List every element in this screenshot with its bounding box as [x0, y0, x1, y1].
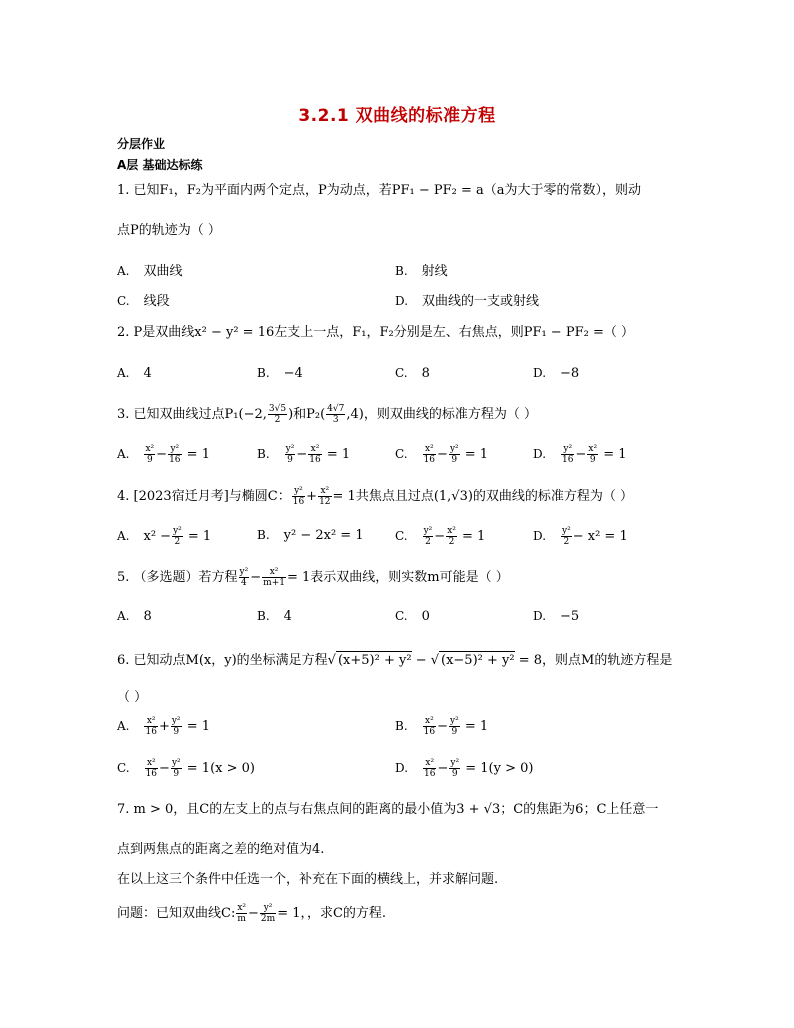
option-letter: D.: [533, 366, 547, 380]
option-text: 0: [421, 609, 430, 624]
fraction-denominator: 9: [173, 769, 180, 779]
fraction: [561, 526, 572, 547]
q3-text-pre: 3. 已知双曲线过点P₁(−2,: [117, 407, 267, 422]
fraction-denominator: 16: [169, 455, 181, 465]
fraction-denominator: 2: [174, 537, 181, 547]
equation-rhs: = 1(x > 0): [186, 761, 255, 776]
fraction-numerator: x²: [318, 486, 331, 497]
operator: +: [306, 489, 318, 504]
q6-option-b[interactable]: [395, 716, 488, 737]
option-text: − x² = 1: [572, 529, 628, 544]
option-text: −8: [560, 366, 580, 381]
fraction: [318, 486, 331, 507]
option-text: 8: [143, 609, 152, 624]
option-letter: D.: [395, 294, 409, 308]
q7-problem: [117, 903, 386, 924]
q4-stem: [117, 486, 633, 507]
fraction: [292, 486, 305, 507]
fraction-numerator: x²: [145, 444, 155, 454]
q5-option-d[interactable]: [533, 607, 579, 626]
fraction: [144, 716, 157, 737]
q5-stem: [117, 567, 509, 588]
q3-text-mid: )和P₂(: [288, 407, 326, 422]
equation-rhs: = 1: [464, 719, 489, 734]
fraction-numerator: y²: [171, 716, 181, 726]
q6-text-post: = 8，则点M的轨迹方程是: [518, 653, 673, 668]
fraction-denominator: 16: [292, 497, 305, 507]
equation-rhs: = 1: [464, 447, 489, 462]
q3-option-a[interactable]: A. $\frac{\text{x²}}{9}$ − $\frac{\text{y²}}{16}$ = 1: [117, 444, 210, 465]
fraction: [239, 567, 250, 588]
option-letter: C.: [395, 609, 408, 623]
fraction-denominator: 2m: [260, 914, 276, 924]
fraction-denominator: 9: [589, 455, 596, 465]
q4-text-pre: 4. [2023宿迁月考]与椭圆C：: [117, 489, 291, 504]
option-letter: C.: [395, 529, 408, 543]
q4-option-c[interactable]: [395, 526, 485, 547]
fraction-denominator: 2: [274, 415, 281, 425]
fraction-denominator: 9: [173, 727, 180, 737]
operator: −: [434, 529, 446, 544]
option-text: 8: [421, 366, 430, 381]
option-letter: B.: [257, 366, 270, 380]
fraction: [423, 526, 434, 547]
fraction-denominator: 2: [425, 537, 431, 547]
fraction: [308, 444, 321, 465]
q2-stem: 2. P是双曲线x² − y² = 16左支上一点，F₁，F₂分别是左、右焦点，则PF₁ − PF₂ =（ ）: [117, 325, 634, 340]
equation-rhs: = 1(y > 0): [465, 761, 534, 776]
fraction-numerator: x²: [237, 903, 247, 913]
section-heading: 分层作业: [117, 137, 166, 151]
equation-rhs: = 1: [186, 719, 210, 734]
fraction-denominator: m+1: [263, 578, 285, 588]
q2-option-d[interactable]: [533, 364, 579, 383]
fraction: [262, 567, 286, 588]
option-letter: D.: [533, 447, 547, 461]
operator: −: [248, 906, 259, 921]
fraction-numerator: y²: [292, 486, 305, 497]
fraction-denominator: 2: [448, 537, 455, 547]
option-letter: A.: [117, 264, 130, 278]
q3-option-c[interactable]: C. $\frac{\text{x²}}{16}$ − $\frac{\text{y²}}{9}$ = 1: [395, 444, 489, 465]
fraction-numerator: 4√7: [327, 404, 345, 414]
fraction: [171, 758, 182, 779]
q3-p2-fraction: [326, 404, 345, 425]
fraction-denominator: m: [237, 914, 246, 924]
q2-option-c[interactable]: [395, 364, 430, 383]
fraction: [449, 758, 460, 779]
fraction-denominator: 9: [451, 455, 458, 465]
fraction-numerator: y²: [173, 526, 182, 536]
option-text: 双曲线: [143, 264, 183, 279]
q7-text-pre: 问题：已知双曲线C:: [117, 906, 236, 921]
fraction-numerator: x²: [447, 526, 456, 536]
fraction: [172, 526, 183, 547]
option-letter: A.: [117, 609, 130, 623]
fraction-numerator: y²: [260, 903, 276, 914]
q1-option-a[interactable]: [117, 262, 183, 281]
q6-option-d[interactable]: [395, 758, 533, 779]
q2-option-b[interactable]: [257, 364, 303, 383]
fraction: [171, 716, 182, 737]
fraction-denominator: 16: [562, 455, 574, 465]
fraction-numerator: x²: [423, 716, 436, 727]
fraction: [423, 444, 436, 465]
q6-option-a[interactable]: [117, 716, 210, 737]
option-letter: B.: [257, 528, 270, 542]
option-text: 线段: [143, 294, 170, 309]
option-letter: D.: [395, 761, 409, 775]
fraction-denominator: 16: [145, 727, 157, 737]
fraction: [449, 716, 460, 737]
q3-option-d[interactable]: D. $\frac{\text{y²}}{16}$ − $\frac{\text{x²}}{9}$ = 1: [533, 444, 627, 465]
fraction-numerator: y²: [423, 526, 433, 536]
operator: −: [437, 761, 449, 776]
equation-rhs: = 1: [462, 529, 486, 544]
fraction: [446, 526, 457, 547]
fraction-numerator: x²: [145, 758, 158, 769]
equation-rhs: = 1: [603, 447, 627, 462]
fraction-numerator: y²: [171, 758, 181, 768]
option-letter: B.: [257, 609, 270, 623]
option-letter: C.: [395, 366, 408, 380]
fraction-denominator: 12: [319, 497, 331, 507]
option-letter: C.: [117, 761, 130, 775]
fraction-denominator: 9: [287, 455, 293, 465]
option-letter: A.: [117, 529, 130, 543]
q3-option-b[interactable]: B. $\frac{\text{y²}}{9}$ − $\frac{\text{x²}}{16}$ = 1: [257, 444, 351, 465]
option-letter: B.: [395, 719, 408, 733]
fraction: [423, 716, 436, 737]
option-letter: B.: [395, 264, 408, 278]
fraction: [260, 903, 276, 924]
fraction-numerator: y²: [285, 444, 295, 454]
fraction-numerator: y²: [239, 567, 249, 577]
fraction-denominator: 2: [563, 537, 570, 547]
operator: +: [158, 719, 170, 734]
fraction-denominator: 3: [332, 415, 339, 425]
fraction-denominator: 9: [146, 455, 153, 465]
fraction-denominator: 16: [145, 769, 158, 779]
q6-stem-line2: （ ）: [117, 690, 148, 705]
q7-text-post: = 1，，求C的方程.: [277, 906, 387, 921]
document-title: 3.2.1 双曲线的标准方程: [298, 106, 496, 126]
fraction-denominator: 16: [423, 727, 436, 737]
level-heading: A层 基础达标练: [117, 158, 203, 172]
option-letter: C.: [395, 447, 408, 461]
q6-option-c[interactable]: [117, 758, 255, 779]
fraction: [449, 444, 460, 465]
fraction: [587, 444, 598, 465]
q4-option-b[interactable]: [257, 526, 364, 545]
fraction: [168, 444, 181, 465]
q3-stem: [117, 404, 537, 425]
q6-text-pre: 6. 已知动点M(x，y)的坐标满足方程: [117, 653, 328, 668]
fraction-numerator: y²: [450, 716, 459, 726]
fraction-denominator: 16: [423, 455, 436, 465]
q1-option-c[interactable]: [117, 292, 170, 311]
fraction-numerator: y²: [168, 444, 181, 455]
q5-text-post: = 1表示双曲线，则实数m可能是（ ）: [286, 570, 509, 585]
option-text: x² −: [143, 529, 172, 544]
fraction-numerator: x²: [262, 567, 286, 578]
fraction-denominator: 9: [451, 769, 458, 779]
option-letter: D.: [533, 609, 547, 623]
option-text: −5: [560, 609, 580, 624]
option-text: −4: [283, 366, 303, 381]
fraction-numerator: x²: [308, 444, 321, 455]
fraction-denominator: 16: [424, 769, 436, 779]
q1-option-b[interactable]: [395, 262, 448, 281]
option-letter: A.: [117, 366, 130, 380]
option-text: 4: [143, 366, 152, 381]
q7-stem-line3: 在以上这三个条件中任选一个，补充在下面的横线上，并求解问题.: [117, 872, 499, 887]
operator: −: [159, 761, 170, 776]
fraction-numerator: x²: [423, 758, 436, 769]
equation-rhs: = 1: [187, 529, 212, 544]
q7-stem-line1: 7. m > 0，且C的左支上的点与右焦点间的距离的最小值为3 + √3；C的焦距为6；C上任意一: [117, 802, 659, 817]
fraction: [423, 758, 436, 779]
fraction-numerator: y²: [561, 444, 574, 455]
q1-stem-line1: 1. 已知F₁，F₂为平面内两个定点，P为动点，若PF₁ − PF₂ = a（a为大于零的常数），则动: [117, 183, 642, 198]
q5-text-pre: 5. （多选题）若方程: [117, 570, 238, 585]
q5-option-a[interactable]: [117, 607, 152, 626]
fraction-numerator: x²: [144, 716, 157, 727]
fraction-denominator: 16: [309, 455, 321, 465]
option-text: 4: [283, 609, 292, 624]
q4-text-post: = 1共焦点且过点(1,√3)的双曲线的标准方程为（ ）: [332, 489, 634, 504]
q1-option-d[interactable]: [395, 292, 539, 311]
option-text: 双曲线的一支或射线: [422, 294, 540, 309]
fraction-numerator: y²: [449, 444, 459, 454]
fraction-numerator: 3√5: [268, 404, 287, 414]
q3-text-post: ,4)，则双曲线的标准方程为（ ）: [346, 407, 537, 422]
fraction-numerator: x²: [423, 444, 436, 455]
q3-p1-fraction: [268, 404, 287, 425]
q4-option-a[interactable]: [117, 526, 211, 547]
option-letter: C.: [117, 294, 130, 308]
option-text: y² − 2x² = 1: [283, 528, 364, 543]
fraction-denominator: 9: [451, 727, 458, 737]
option-text: 射线: [421, 264, 448, 279]
fraction: [144, 444, 155, 465]
q1-stem-line2: 点P的轨迹为（ ）: [117, 223, 221, 238]
operator: −: [250, 570, 262, 585]
q7-stem-line2: 点到两焦点的距离之差的绝对值为4.: [117, 842, 325, 857]
radical-expression: (x+5)² + y²: [337, 653, 412, 668]
q6-stem-line1: 6. 已知动点M(x，y)的坐标满足方程√ (x+5)² + y² − √ (x−5)² + y² = 8，则点M的轨迹方程是: [117, 653, 673, 668]
fraction: [561, 444, 574, 465]
fraction: [145, 758, 158, 779]
fraction: [236, 903, 247, 924]
q5-option-b[interactable]: [257, 607, 292, 626]
operator: −: [415, 653, 427, 668]
equation-rhs: = 1: [326, 447, 351, 462]
q4-option-d[interactable]: [533, 526, 628, 547]
equation-rhs: = 1: [186, 447, 210, 462]
fraction: [285, 444, 296, 465]
fraction-numerator: y²: [562, 526, 571, 536]
fraction-numerator: y²: [450, 758, 460, 768]
option-letter: D.: [533, 529, 547, 543]
operator: −: [437, 719, 448, 734]
fraction-denominator: 4: [241, 578, 247, 588]
option-letter: A.: [117, 447, 130, 461]
option-letter: A.: [117, 719, 130, 733]
option-letter: B.: [257, 447, 270, 461]
radical-expression: (x−5)² + y²: [441, 653, 515, 668]
q5-option-c[interactable]: [395, 607, 430, 626]
fraction-numerator: x²: [588, 444, 598, 454]
q2-option-a[interactable]: [117, 364, 152, 383]
